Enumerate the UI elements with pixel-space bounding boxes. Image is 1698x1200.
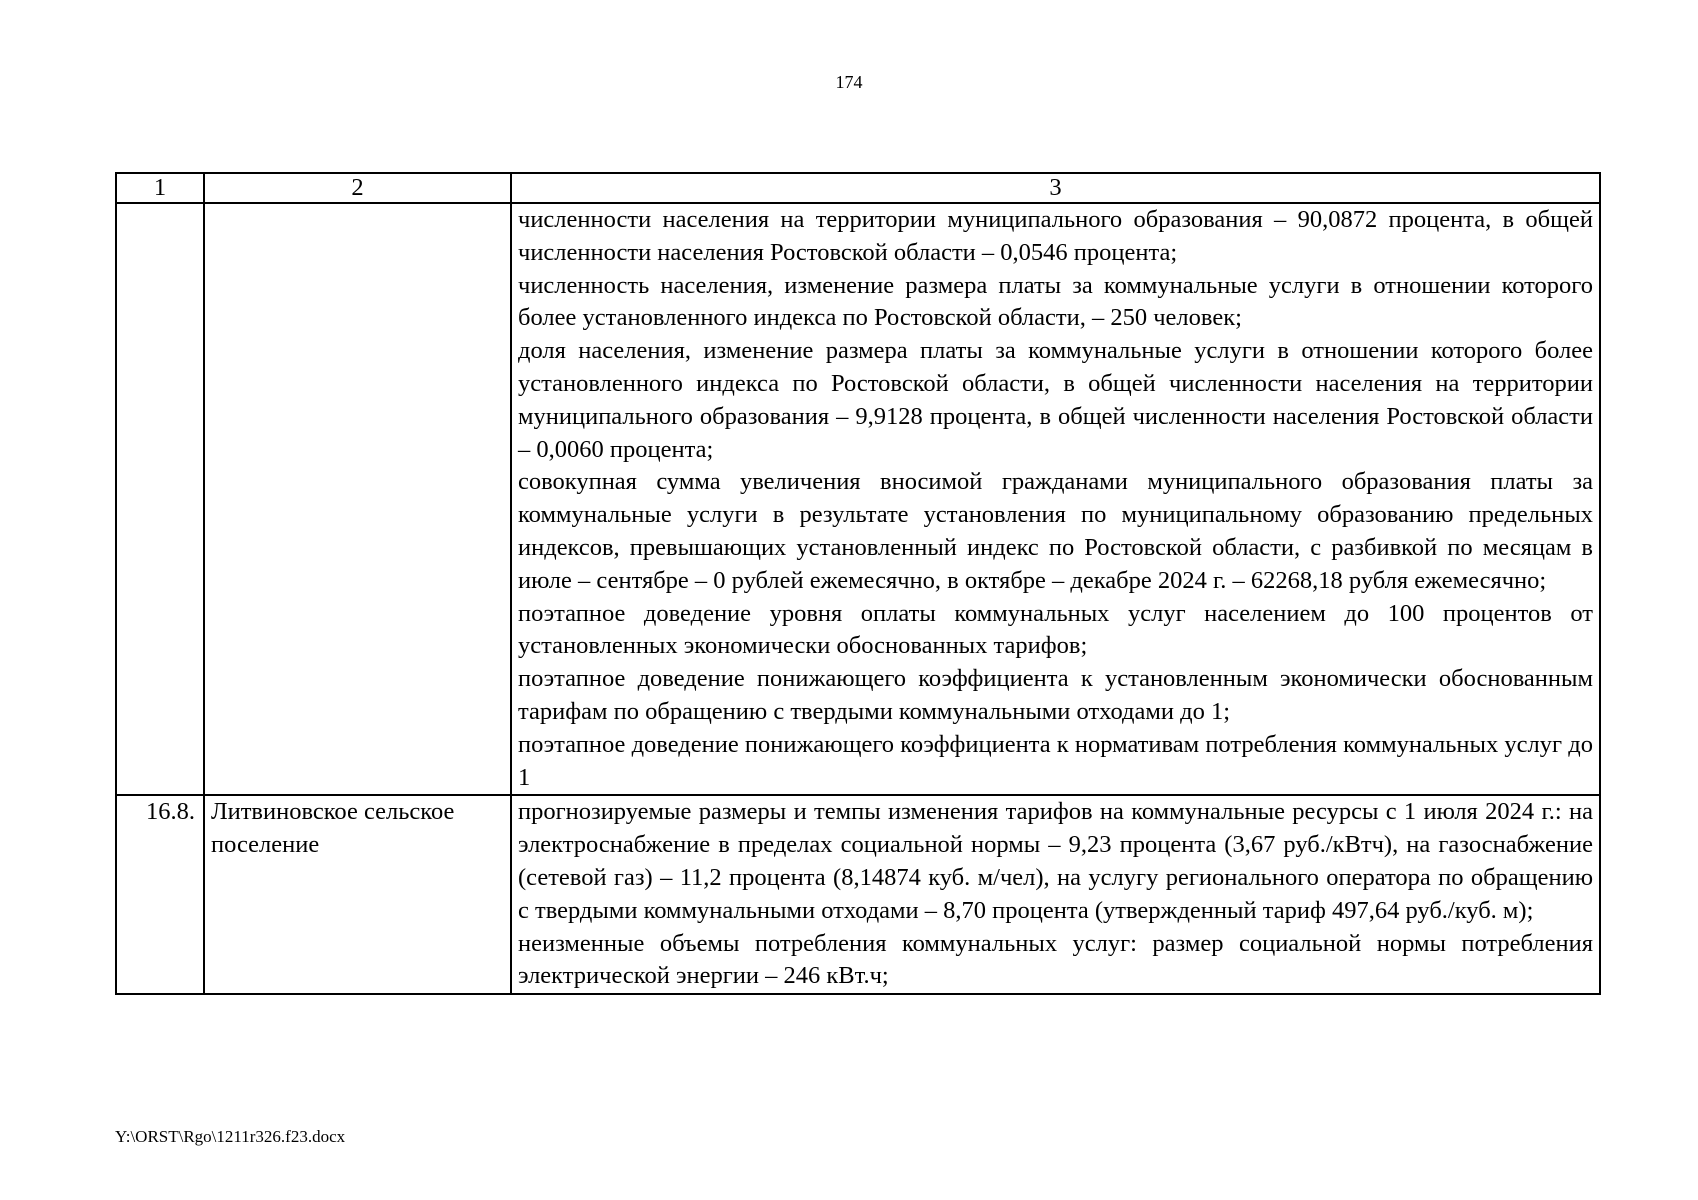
row-content-cell xyxy=(511,795,1600,994)
column-header-1: 1 xyxy=(116,173,204,203)
table-header-row xyxy=(116,173,1600,203)
document-table xyxy=(115,172,1601,995)
row-number-cell: 16.8. xyxy=(116,795,204,994)
column-header-3: 3 xyxy=(511,173,1600,203)
footer-file-path: Y:\ORST\Rgo\1211r326.f23.docx xyxy=(115,1127,346,1146)
table-row xyxy=(116,795,1600,994)
content-paragraph: прогнозируемые размеры и темпы изменения тарифов на коммунальные ресурсы с 1 июля 2024 г.: на электроснабжение в пределах социальной нормы – 9,23 процента (3,67 руб./кВтч), на газоснабжение (сетевой газ) – 11,2 процента (8,14874 куб. м/чел), на услугу регионального оператора по обращению с твердыми коммунальными отходами – 8,70 процента (утвержденный тариф 497,64 руб./куб. м); xyxy=(518,798,1593,924)
content-paragraph: поэтапное доведение уровня оплаты коммунальных услуг населением до 100 процентов от установленных экономически обоснованных тарифов; xyxy=(518,599,1593,660)
row-name-cell xyxy=(204,203,511,795)
column-header-2: 2 xyxy=(204,173,511,203)
row-number-cell xyxy=(116,203,204,795)
table-row xyxy=(116,203,1600,795)
content-paragraph: численность населения, изменение размера платы за коммунальные услуги в отношении которого более установленного индекса по Ростовской области, – 250 человек; xyxy=(518,271,1593,332)
content-paragraph: численности населения на территории муниципального образования – 90,0872 процента, в общей численности населения Ростовской области – 0,0546 процента; xyxy=(518,206,1593,266)
content-paragraph: поэтапное доведение понижающего коэффициента к установленным экономически обоснованным тарифам по обращению с твердыми коммунальными отходами до 1; xyxy=(518,665,1593,725)
row-content-cell xyxy=(511,203,1600,795)
content-paragraph: поэтапное доведение понижающего коэффициента к нормативам потребления коммунальных услуг до 1 xyxy=(518,730,1593,791)
content-paragraph: совокупная сумма увеличения вносимой гражданами муниципального образования платы за коммунальные услуги в результате установления по муниципальному образованию предельных индексов, превышающих установленный индекс по Ростовской области, с разбивкой по месяцам в июле – сентябре – 0 рублей ежемесячно, в октябре – декабре 2024 г. – 62268,18 рубля ежемесячно; xyxy=(518,468,1593,594)
page-number: 174 xyxy=(835,72,863,92)
content-paragraph: неизменные объемы потребления коммунальных услуг: размер социальной нормы потребления электрической энергии – 246 кВт.ч; xyxy=(518,929,1593,990)
row-name-cell: Литвиновское сельское поселение xyxy=(204,795,511,994)
content-paragraph: доля населения, изменение размера платы за коммунальные услуги в отношении которого более установленного индекса по Ростовской области, в общей численности населения на территории муниципального образования – 9,9128 процента, в общей численности населения Ростовской области – 0,0060 процента; xyxy=(518,337,1593,463)
